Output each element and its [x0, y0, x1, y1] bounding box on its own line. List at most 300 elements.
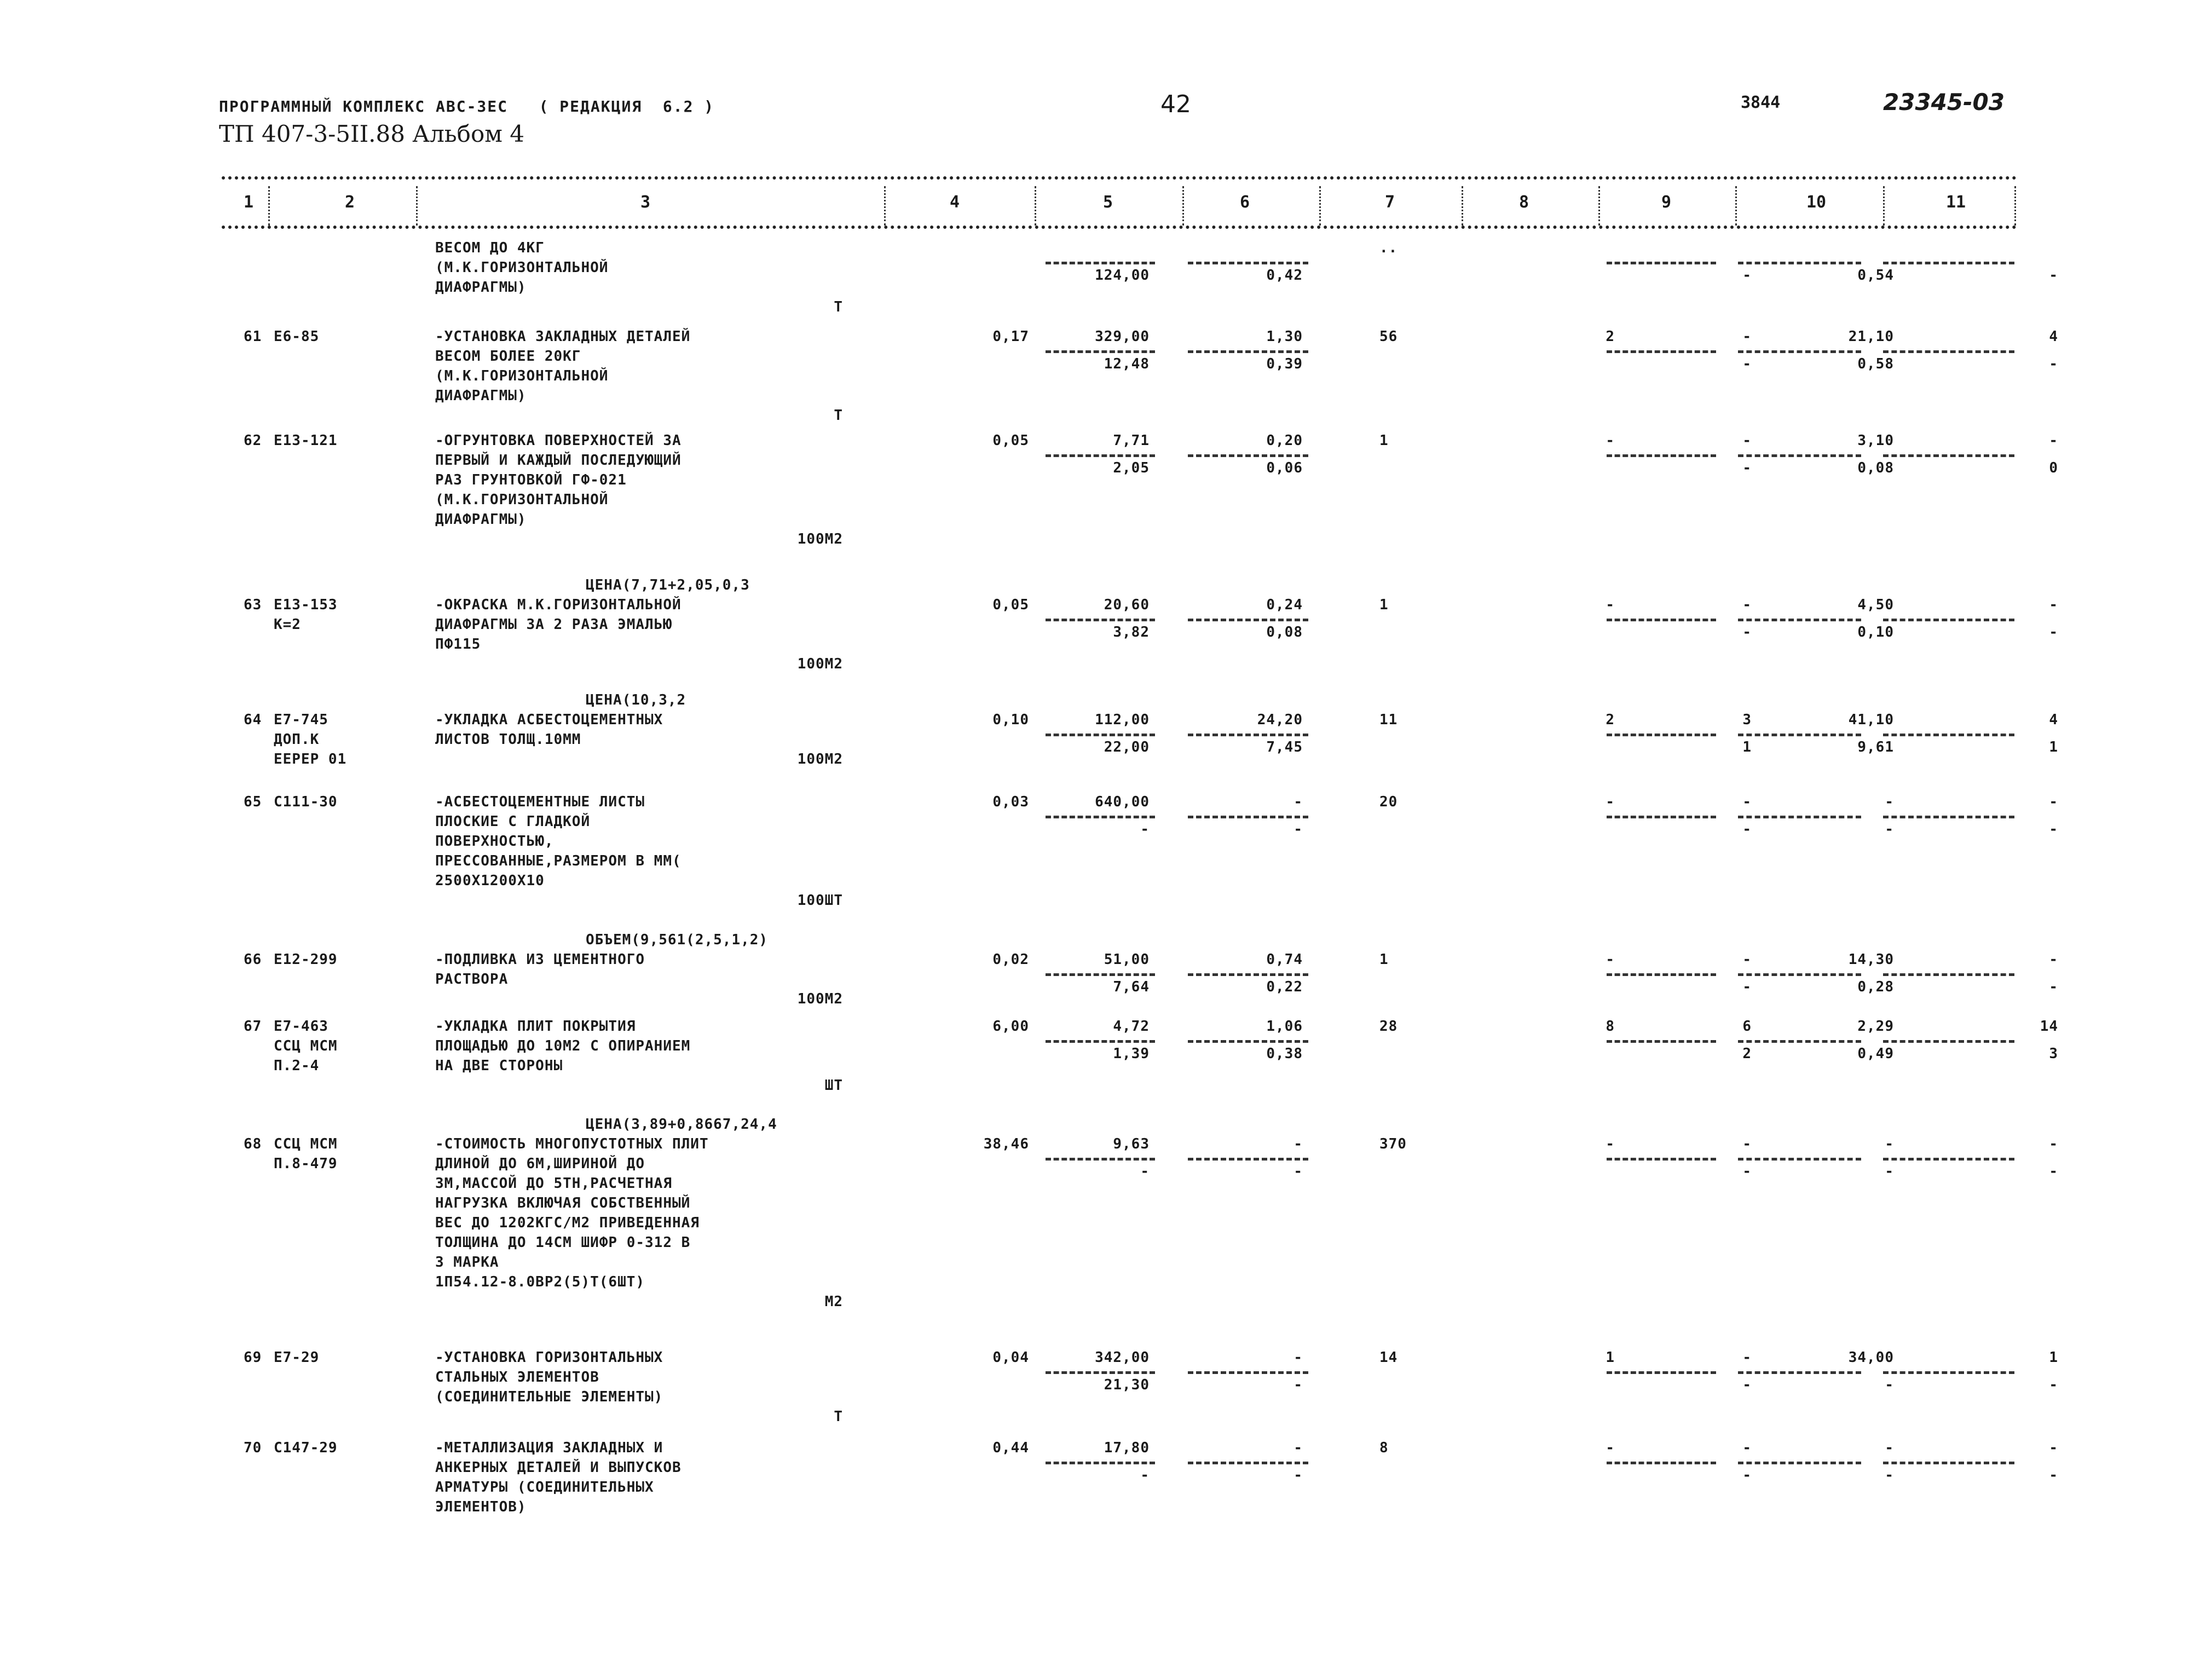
col-8-value: 2: [1606, 712, 1615, 728]
subtotal-dash-line: [1607, 350, 1716, 353]
col-10-value: 4,50: [1857, 597, 1894, 613]
work-description: ДИАФРАГМЫ ЗА 2 РАЗА ЭМАЛЬЮ: [435, 616, 672, 633]
col-4-value: 0,02: [992, 951, 1029, 968]
work-description: НА ДВЕ СТОРОНЫ: [435, 1058, 563, 1074]
col-7-value: 11: [1379, 712, 1398, 728]
col-separator: [1883, 186, 1885, 226]
subtotal-dash-line: [1607, 619, 1716, 621]
col-5-subvalue: -: [1140, 821, 1150, 838]
col-6-subvalue: 0,06: [1266, 460, 1303, 476]
document-number: 23345-03: [1883, 89, 2005, 116]
col-6-subvalue: 0,39: [1266, 356, 1303, 372]
subtotal-dash-line: [1046, 1040, 1155, 1043]
subtotal-dash-line: [1188, 1158, 1308, 1161]
subtotal-dash-line: [1738, 350, 1861, 353]
work-description: ДИАФРАГМЫ): [435, 511, 527, 528]
col-11-subvalue: -: [2049, 1467, 2058, 1483]
col-11-subvalue: -: [2049, 267, 2058, 284]
subtotal-dash-line: [1738, 816, 1861, 818]
subtotal-dash-line: [1188, 1462, 1308, 1464]
col-8-value: -: [1606, 1440, 1615, 1456]
work-description: ДИАФРАГМЫ): [435, 279, 527, 296]
subtotal-dash-line: [1046, 1158, 1155, 1161]
col-5-subvalue: -: [1140, 1467, 1150, 1483]
col-5-value: 7,71: [1113, 432, 1150, 449]
col-9-value: -: [1742, 432, 1752, 449]
work-description: 2500Х1200Х10: [435, 873, 545, 889]
subtotal-dash-line: [1738, 454, 1861, 457]
col-5-subvalue: 22,00: [1104, 739, 1150, 755]
col-5-subvalue: 3,82: [1113, 624, 1150, 640]
subtotal-dash-line: [1607, 734, 1716, 736]
subtotal-dash-line: [1738, 1158, 1861, 1161]
col-6-subvalue: -: [1293, 821, 1303, 838]
col-9-value: 3: [1742, 712, 1752, 728]
subtotal-dash-line: [1738, 973, 1861, 976]
page-number: 42: [1160, 90, 1191, 118]
col-4-value: 0,04: [992, 1349, 1029, 1366]
col-5-subvalue: 21,30: [1104, 1377, 1150, 1393]
norm-code: Е13-153: [274, 597, 338, 613]
work-description: ТОЛЩИНА ДО 14СМ ШИФР 0-312 В: [435, 1234, 691, 1251]
col-7-value: 8: [1379, 1440, 1389, 1456]
col-4-value: 38,46: [983, 1136, 1029, 1152]
col-10-subvalue: 0,49: [1857, 1046, 1894, 1062]
subtotal-dash-line: [1188, 262, 1308, 264]
work-description: -СТОИМОСТЬ МНОГОПУСТОТНЫХ ПЛИТ: [435, 1136, 709, 1152]
unit-of-measure: ШТ: [824, 1077, 843, 1094]
col-9-value: -: [1742, 951, 1752, 968]
norm-code: С111-30: [274, 794, 338, 810]
norm-code: Е6-85: [274, 328, 320, 345]
table-top-rule: [222, 176, 2017, 180]
col-separator: [1182, 186, 1184, 226]
table-header-rule: [222, 226, 2017, 229]
row-number: 65: [244, 794, 262, 810]
subtotal-dash-line: [1188, 816, 1308, 818]
col-4-value: 0,03: [992, 794, 1029, 810]
subtotal-dash-line: [1607, 1371, 1716, 1374]
col-11-value: -: [2049, 951, 2058, 968]
col-header-4: 4: [950, 193, 960, 212]
work-description: НАГРУЗКА ВКЛЮЧАЯ СОБСТВЕННЫЙ: [435, 1195, 691, 1211]
program-title: ПРОГРАММНЫЙ КОМПЛЕКС АВС-3ЕС ( РЕДАКЦИЯ 6.2 ): [219, 97, 715, 116]
subtotal-dash-line: [1883, 619, 2014, 621]
col-separator: [1598, 186, 1600, 226]
col-8-value: -: [1606, 597, 1615, 613]
subtotal-dash-line: [1046, 1371, 1155, 1374]
col-10-subvalue: -: [1885, 1163, 1894, 1180]
col-5-value: 640,00: [1095, 794, 1150, 810]
norm-code: Е7-745: [274, 712, 328, 728]
subtotal-dash-line: [1607, 1462, 1716, 1464]
col-8-value: -: [1606, 1136, 1615, 1152]
subtotal-dash-line: [1883, 454, 2014, 457]
col-11-value: -: [2049, 597, 2058, 613]
subtotal-dash-line: [1883, 1371, 2014, 1374]
col-header-7: 7: [1385, 193, 1395, 212]
col-5-subvalue: -: [1140, 1163, 1150, 1180]
subtotal-dash-line: [1188, 454, 1308, 457]
col-10-subvalue: 0,10: [1857, 624, 1894, 640]
subtotal-dash-line: [1738, 1462, 1861, 1464]
subtotal-dash-line: [1188, 1371, 1308, 1374]
col-6-value: -: [1293, 1440, 1303, 1456]
subtotal-dash-line: [1883, 262, 2014, 264]
col-9-subvalue: -: [1742, 1467, 1752, 1483]
col-5-value: 4,72: [1113, 1018, 1150, 1035]
col-11-subvalue: -: [2049, 1377, 2058, 1393]
work-description: ПРЕССОВАННЫЕ,РАЗМЕРОМ В ММ(: [435, 853, 682, 869]
col-9-subvalue: 2: [1742, 1046, 1752, 1062]
subtotal-dash-line: [1046, 262, 1155, 264]
work-description: ПЛОСКИЕ С ГЛАДКОЙ: [435, 813, 591, 830]
subtotal-dash-line: [1188, 973, 1308, 976]
col-10-subvalue: 9,61: [1857, 739, 1894, 755]
col-9-subvalue: -: [1742, 624, 1752, 640]
norm-code: Е13-121: [274, 432, 338, 449]
col-7-value: 20: [1379, 794, 1398, 810]
col-9-value: 6: [1742, 1018, 1752, 1035]
subtotal-dash-line: [1046, 619, 1155, 621]
col-7-value: 56: [1379, 328, 1398, 345]
unit-of-measure: Т: [834, 407, 843, 424]
work-description: ВЕС ДО 1202КГС/М2 ПРИВЕДЕННАЯ: [435, 1215, 700, 1231]
norm-code: ССЦ МСМ: [274, 1136, 338, 1152]
col-5-value: 329,00: [1095, 328, 1150, 345]
col-9-subvalue: -: [1742, 1163, 1752, 1180]
col-8-value: -: [1606, 794, 1615, 810]
col-7-value: 1: [1379, 951, 1389, 968]
col-4-value: 6,00: [992, 1018, 1029, 1035]
work-description: (М.К.ГОРИЗОНТАЛЬНОЙ: [435, 492, 609, 508]
col-4-value: 0,10: [992, 712, 1029, 728]
col-11-subvalue: -: [2049, 821, 2058, 838]
col-6-subvalue: 0,22: [1266, 979, 1303, 995]
work-description: ПЛОЩАДЬЮ ДО 10М2 С ОПИРАНИЕМ: [435, 1038, 691, 1054]
col-4-value: 0,05: [992, 597, 1029, 613]
col-8-value: 2: [1606, 328, 1615, 345]
col-10-subvalue: 0,54: [1857, 267, 1894, 284]
work-description: -УСТАНОВКА ГОРИЗОНТАЛЬНЫХ: [435, 1349, 663, 1366]
col-5-value: 112,00: [1095, 712, 1150, 728]
unit-of-measure: М2: [824, 1294, 843, 1310]
col-header-3: 3: [640, 193, 651, 212]
col-separator: [884, 186, 886, 226]
unit-of-measure: 100М2: [797, 531, 843, 547]
col-11-value: 4: [2049, 328, 2058, 345]
col-4-value: 0,05: [992, 432, 1029, 449]
col-6-subvalue: 0,42: [1266, 267, 1303, 284]
col-5-subvalue: 1,39: [1113, 1046, 1150, 1062]
norm-code: ССЦ МСМ: [274, 1038, 338, 1054]
col-7-value: ..: [1379, 240, 1398, 256]
col-10-value: -: [1885, 1440, 1894, 1456]
subtotal-dash-line: [1607, 454, 1716, 457]
col-separator: [1319, 186, 1321, 226]
col-10-value: 3,10: [1857, 432, 1894, 449]
price-formula: ЦЕНА(10,3,2: [586, 692, 686, 708]
subtotal-dash-line: [1738, 1371, 1861, 1374]
col-5-value: 17,80: [1104, 1440, 1150, 1456]
subtotal-dash-line: [1738, 262, 1861, 264]
work-description: ЛИСТОВ ТОЛЩ.10ММ: [435, 731, 581, 748]
work-description: -АСБЕСТОЦЕМЕНТНЫЕ ЛИСТЫ: [435, 794, 645, 810]
col-6-subvalue: 7,45: [1266, 739, 1303, 755]
work-description: АРМАТУРЫ (СОЕДИНИТЕЛЬНЫХ: [435, 1479, 654, 1496]
col-11-value: -: [2049, 1440, 2058, 1456]
work-description: ВЕСОМ ДО 4КГ: [435, 240, 545, 256]
col-11-value: -: [2049, 1136, 2058, 1152]
col-9-value: -: [1742, 328, 1752, 345]
col-10-subvalue: -: [1885, 821, 1894, 838]
col-11-value: -: [2049, 794, 2058, 810]
subtotal-dash-line: [1046, 816, 1155, 818]
work-description: -УСТАНОВКА ЗАКЛАДНЫХ ДЕТАЛЕЙ: [435, 328, 691, 345]
subtotal-dash-line: [1046, 454, 1155, 457]
col-10-value: 41,10: [1848, 712, 1894, 728]
col-8-value: -: [1606, 951, 1615, 968]
col-10-subvalue: 0,58: [1857, 356, 1894, 372]
col-10-subvalue: 0,08: [1857, 460, 1894, 476]
col-header-2: 2: [345, 193, 355, 212]
row-number: 70: [244, 1440, 262, 1456]
col-11-subvalue: 0: [2049, 460, 2058, 476]
work-description: -УКЛАДКА АСБЕСТОЦЕМЕНТНЫХ: [435, 712, 663, 728]
work-description: (М.К.ГОРИЗОНТАЛЬНОЙ: [435, 368, 609, 384]
col-header-9: 9: [1661, 193, 1672, 212]
work-description: (СОЕДИНИТЕЛЬНЫЕ ЭЛЕМЕНТЫ): [435, 1389, 663, 1405]
col-8-value: 8: [1606, 1018, 1615, 1035]
col-11-subvalue: -: [2049, 1163, 2058, 1180]
subtotal-dash-line: [1883, 350, 2014, 353]
col-7-value: 1: [1379, 432, 1389, 449]
norm-code: П.8-479: [274, 1156, 338, 1172]
subtotal-dash-line: [1607, 816, 1716, 818]
col-9-value: -: [1742, 1349, 1752, 1366]
row-number: 66: [244, 951, 262, 968]
work-description: ВЕСОМ БОЛЕЕ 20КГ: [435, 348, 581, 365]
work-description: -ОКРАСКА М.К.ГОРИЗОНТАЛЬНОЙ: [435, 597, 682, 613]
col-6-value: 0,24: [1266, 597, 1303, 613]
col-7-value: 1: [1379, 597, 1389, 613]
work-description: ЭЛЕМЕНТОВ): [435, 1499, 527, 1515]
col-6-value: 0,74: [1266, 951, 1303, 968]
col-separator: [416, 186, 418, 226]
col-11-value: 14: [2040, 1018, 2058, 1035]
price-formula: ОБЪЕМ(9,561(2,5,1,2): [586, 932, 769, 948]
col-11-subvalue: -: [2049, 356, 2058, 372]
col-5-value: 51,00: [1104, 951, 1150, 968]
col-separator: [1035, 186, 1036, 226]
work-description: ПОВЕРХНОСТЬЮ,: [435, 833, 554, 850]
norm-code: Е7-463: [274, 1018, 328, 1035]
col-11-subvalue: -: [2049, 979, 2058, 995]
col-5-subvalue: 2,05: [1113, 460, 1150, 476]
col-8-value: -: [1606, 432, 1615, 449]
col-6-value: -: [1293, 794, 1303, 810]
price-formula: ЦЕНА(3,89+0,8667,24,4: [586, 1116, 777, 1133]
col-header-6: 6: [1240, 193, 1250, 212]
col-10-value: 21,10: [1848, 328, 1894, 345]
norm-code: Е12-299: [274, 951, 338, 968]
work-description: -ОГРУНТОВКА ПОВЕРХНОСТЕЙ ЗА: [435, 432, 682, 449]
work-description: 3М,МАССОЙ ДО 5ТН,РАСЧЕТНАЯ: [435, 1175, 672, 1192]
norm-code: К=2: [274, 616, 301, 633]
subtotal-dash-line: [1883, 973, 2014, 976]
work-description: ПЕРВЫЙ И КАЖДЫЙ ПОСЛЕДУЮЩИЙ: [435, 452, 682, 469]
col-11-value: 1: [2049, 1349, 2058, 1366]
work-description: ДЛИНОЙ ДО 6М,ШИРИНОЙ ДО: [435, 1156, 645, 1172]
subtotal-dash-line: [1883, 1040, 2014, 1043]
subtotal-dash-line: [1188, 350, 1308, 353]
col-7-value: 370: [1379, 1136, 1407, 1152]
col-header-8: 8: [1519, 193, 1529, 212]
col-10-value: 14,30: [1848, 951, 1894, 968]
col-5-value: 9,63: [1113, 1136, 1150, 1152]
subtotal-dash-line: [1188, 1040, 1308, 1043]
col-5-subvalue: 7,64: [1113, 979, 1150, 995]
norm-code: П.2-4: [274, 1058, 320, 1074]
col-separator: [1735, 186, 1737, 226]
work-description: АНКЕРНЫХ ДЕТАЛЕЙ И ВЫПУСКОВ: [435, 1459, 682, 1476]
col-6-subvalue: -: [1293, 1163, 1303, 1180]
col-5-subvalue: 12,48: [1104, 356, 1150, 372]
work-description: РАЗ ГРУНТОВКОЙ ГФ-021: [435, 472, 627, 488]
row-number: 67: [244, 1018, 262, 1035]
col-11-subvalue: -: [2049, 624, 2058, 640]
row-number: 69: [244, 1349, 262, 1366]
col-9-value: -: [1742, 597, 1752, 613]
col-9-value: -: [1742, 794, 1752, 810]
col-9-value: -: [1742, 1136, 1752, 1152]
row-number: 63: [244, 597, 262, 613]
row-number: 62: [244, 432, 262, 449]
col-separator: [268, 186, 270, 226]
subtotal-dash-line: [1607, 1158, 1716, 1161]
norm-code: Е7-29: [274, 1349, 320, 1366]
col-header-10: 10: [1806, 193, 1827, 212]
col-6-subvalue: 0,38: [1266, 1046, 1303, 1062]
work-description: -ПОДЛИВКА ИЗ ЦЕМЕНТНОГО: [435, 951, 645, 968]
work-description: (М.К.ГОРИЗОНТАЛЬНОЙ: [435, 259, 609, 276]
subtotal-dash-line: [1883, 1462, 2014, 1464]
work-description: 3 МАРКА: [435, 1254, 499, 1271]
col-header-5: 5: [1103, 193, 1113, 212]
subtotal-dash-line: [1607, 1040, 1716, 1043]
work-description: -УКЛАДКА ПЛИТ ПОКРЫТИЯ: [435, 1018, 636, 1035]
subtotal-dash-line: [1738, 1040, 1861, 1043]
col-9-subvalue: -: [1742, 460, 1752, 476]
col-9-subvalue: -: [1742, 821, 1752, 838]
work-description: 1П54.12-8.0ВР2(5)Т(6ШТ): [435, 1274, 645, 1290]
subtotal-dash-line: [1738, 619, 1861, 621]
norm-code: ДОП.К: [274, 731, 320, 748]
album-title: ТП 407-3-5II.88 Альбом 4: [219, 120, 524, 147]
subtotal-dash-line: [1046, 973, 1155, 976]
norm-code: ЕЕРЕР 01: [274, 751, 347, 767]
col-6-subvalue: -: [1293, 1467, 1303, 1483]
subtotal-dash-line: [1883, 1158, 2014, 1161]
work-description: ДИАФРАГМЫ): [435, 388, 527, 404]
col-9-subvalue: -: [1742, 1377, 1752, 1393]
row-number: 64: [244, 712, 262, 728]
col-10-subvalue: -: [1885, 1377, 1894, 1393]
unit-of-measure: 100М2: [797, 656, 843, 672]
col-6-subvalue: 0,08: [1266, 624, 1303, 640]
col-5-value: 342,00: [1095, 1349, 1150, 1366]
work-description: РАСТВОРА: [435, 971, 509, 988]
col-6-value: 0,20: [1266, 432, 1303, 449]
col-4-value: 0,17: [992, 328, 1029, 345]
col-6-subvalue: -: [1293, 1377, 1303, 1393]
subtotal-dash-line: [1046, 734, 1155, 736]
unit-of-measure: 100М2: [797, 991, 843, 1007]
subtotal-dash-line: [1188, 734, 1308, 736]
subtotal-dash-line: [1738, 734, 1861, 736]
col-10-value: -: [1885, 1136, 1894, 1152]
col-9-value: -: [1742, 1440, 1752, 1456]
col-10-value: 34,00: [1848, 1349, 1894, 1366]
col-separator: [2014, 186, 2016, 226]
unit-of-measure: Т: [834, 299, 843, 315]
unit-of-measure: 100М2: [797, 751, 843, 767]
col-5-subvalue: 124,00: [1095, 267, 1150, 284]
col-9-subvalue: -: [1742, 356, 1752, 372]
subtotal-dash-line: [1883, 734, 2014, 736]
col-11-value: 4: [2049, 712, 2058, 728]
col-4-value: 0,44: [992, 1440, 1029, 1456]
col-6-value: 24,20: [1257, 712, 1303, 728]
work-description: СТАЛЬНЫХ ЭЛЕМЕНТОВ: [435, 1369, 599, 1385]
col-10-value: -: [1885, 794, 1894, 810]
col-6-value: -: [1293, 1136, 1303, 1152]
work-description: ПФ115: [435, 636, 481, 653]
subtotal-dash-line: [1883, 816, 2014, 818]
subtotal-dash-line: [1046, 350, 1155, 353]
col-10-subvalue: -: [1885, 1467, 1894, 1483]
col-9-subvalue: -: [1742, 979, 1752, 995]
col-header-1: 1: [244, 193, 254, 212]
col-8-value: 1: [1606, 1349, 1615, 1366]
col-separator: [1462, 186, 1463, 226]
subtotal-dash-line: [1188, 619, 1308, 621]
row-number: 61: [244, 328, 262, 345]
col-11-value: -: [2049, 432, 2058, 449]
col-11-subvalue: 3: [2049, 1046, 2058, 1062]
col-10-value: 2,29: [1857, 1018, 1894, 1035]
norm-code: С147-29: [274, 1440, 338, 1456]
col-7-value: 28: [1379, 1018, 1398, 1035]
subtotal-dash-line: [1607, 973, 1716, 976]
col-9-subvalue: -: [1742, 267, 1752, 284]
col-9-subvalue: 1: [1742, 739, 1752, 755]
col-5-value: 20,60: [1104, 597, 1150, 613]
col-7-value: 14: [1379, 1349, 1398, 1366]
col-6-value: 1,06: [1266, 1018, 1303, 1035]
price-formula: ЦЕНА(7,71+2,05,0,3: [586, 577, 750, 593]
col-6-value: 1,30: [1266, 328, 1303, 345]
row-number: 68: [244, 1136, 262, 1152]
col-6-value: -: [1293, 1349, 1303, 1366]
col-10-subvalue: 0,28: [1857, 979, 1894, 995]
col-header-11: 11: [1946, 193, 1966, 212]
work-description: -МЕТАЛЛИЗАЦИЯ ЗАКЛАДНЫХ И: [435, 1440, 663, 1456]
subtotal-dash-line: [1046, 1462, 1155, 1464]
subtotal-dash-line: [1607, 262, 1716, 264]
sheet-code: 3844: [1741, 93, 1781, 112]
unit-of-measure: 100ШТ: [797, 892, 843, 909]
